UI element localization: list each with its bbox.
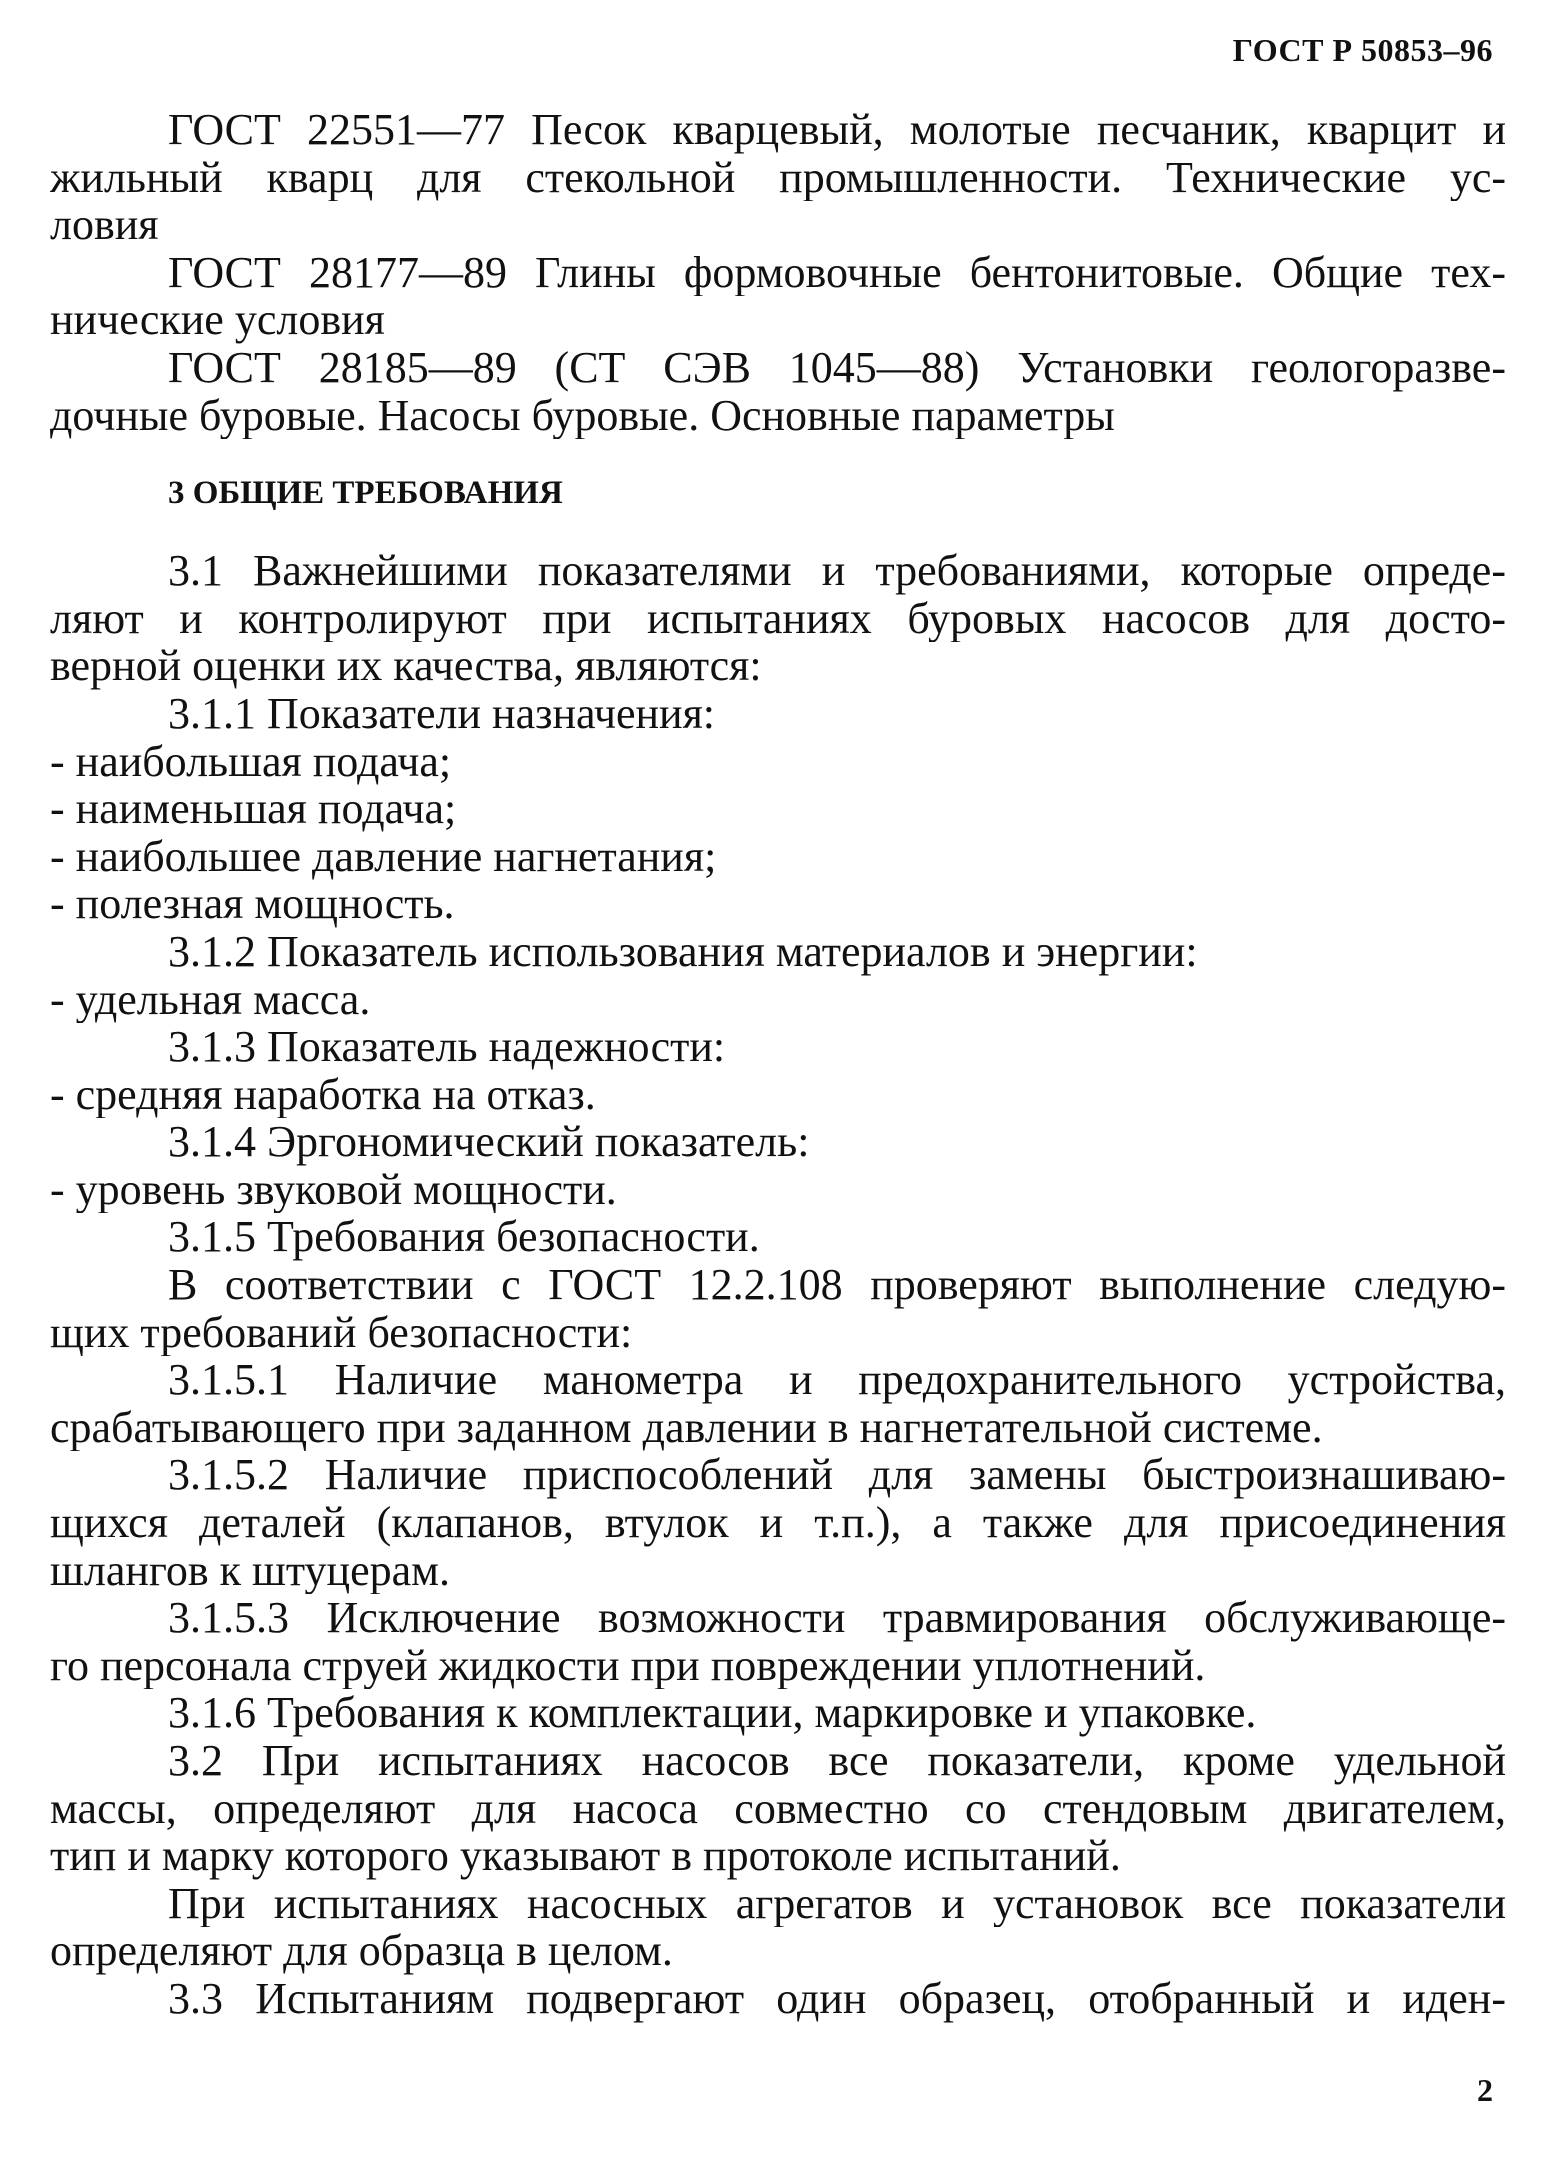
paragraph-line: 3.1.5 Требования безопасности. <box>168 1213 760 1262</box>
paragraph-line: 3.1.2 Показатель использования материалов и энергии: <box>168 927 1198 976</box>
paragraph-line: 3.2 При испытаниях насосов все показатели, кроме удельной <box>168 1737 1506 1785</box>
paragraph-line: срабатывающего при заданном давлении в нагнетательной системе. <box>50 1403 1323 1452</box>
paragraph-line: ляют и контролируют при испытаниях буровых насосов для досто- <box>50 594 1506 643</box>
list-item: - полезная мощность. <box>50 880 455 928</box>
paragraph-line: 3.1.5.2 Наличие приспособлений для замены быстроизнашиваю- <box>168 1451 1506 1500</box>
reference-line: ГОСТ 28177—89 Глины формовочные бентонитовые. Общие тех- <box>168 248 1506 297</box>
paragraph-line: тип и марку которого указывают в протоколе испытаний. <box>50 1832 1121 1880</box>
paragraph-line: массы, определяют для насоса совместно со стендовым двигателем, <box>50 1784 1506 1833</box>
paragraph-line: шлангов к штуцерам. <box>50 1546 450 1595</box>
paragraph-line: щих требований безопасности: <box>50 1308 633 1357</box>
paragraph-line: определяют для образца в целом. <box>50 1927 673 1975</box>
paragraph-line: В соответствии с ГОСТ 12.2.108 проверяют выполнение следую- <box>168 1261 1506 1309</box>
spacer <box>50 517 1506 547</box>
list-item: - наибольшее давление нагнетания; <box>50 832 717 881</box>
list-item: - средняя наработка на отказ. <box>50 1070 596 1119</box>
list-item: - уровень звуковой мощности. <box>50 1165 617 1214</box>
paragraph-line: 3.1 Важнейшими показателями и требованиями, которые опреде- <box>168 547 1506 595</box>
reference-line: жильный кварц для стекольной промышленности. Технические ус- <box>50 153 1506 202</box>
list-item: - наибольшая подача; <box>50 737 452 786</box>
reference-line: ловия <box>50 201 159 249</box>
section-heading: 3 ОБЩИЕ ТРЕБОВАНИЯ <box>168 475 563 512</box>
paragraph-line: 3.1.5.3 Исключение возможности травмирования обслуживающе- <box>168 1594 1506 1642</box>
paragraph-line: 3.1.3 Показатель надежности: <box>168 1023 726 1071</box>
list-item: - удельная масса. <box>50 975 371 1024</box>
paragraph-line: 3.1.1 Показатели назначения: <box>168 689 716 738</box>
paragraph-line: 3.1.6 Требования к комплектации, маркировке и упаковке. <box>168 1689 1257 1737</box>
document-body <box>50 106 1506 2023</box>
reference-line: ГОСТ 28185—89 (СТ СЭВ 1045—88) Установки геологоразве- <box>168 343 1506 392</box>
paragraph-line: При испытаниях насосных агрегатов и установок все показатели <box>168 1879 1506 1928</box>
paragraph-line: 3.1.4 Эргономический показатель: <box>168 1118 810 1166</box>
document-header: ГОСТ Р 50853–96 <box>1232 32 1493 68</box>
reference-line: нические условия <box>50 296 385 344</box>
reference-line: ГОСТ 22551—77 Песок кварцевый, молотые песчаник, кварцит и <box>168 106 1506 154</box>
paragraph-line: го персонала струей жидкости при повреждении уплотнений. <box>50 1641 1206 1690</box>
page-number: 2 <box>1477 2072 1493 2108</box>
list-item: - наименьшая подача; <box>50 785 457 833</box>
paragraph-line: верной оценки их качества, являются: <box>50 642 762 690</box>
paragraph-line: 3.1.5.1 Наличие манометра и предохранительного устройства, <box>168 1356 1506 1404</box>
paragraph-line: щихся деталей (клапанов, втулок и т.п.), а также для присоединения <box>50 1499 1506 1547</box>
reference-line: дочные буровые. Насосы буровые. Основные параметры <box>50 391 1115 440</box>
paragraph-line: 3.3 Испытаниям подвергают один образец, отобранный и иден- <box>168 1974 1506 2023</box>
spacer <box>50 439 1506 469</box>
